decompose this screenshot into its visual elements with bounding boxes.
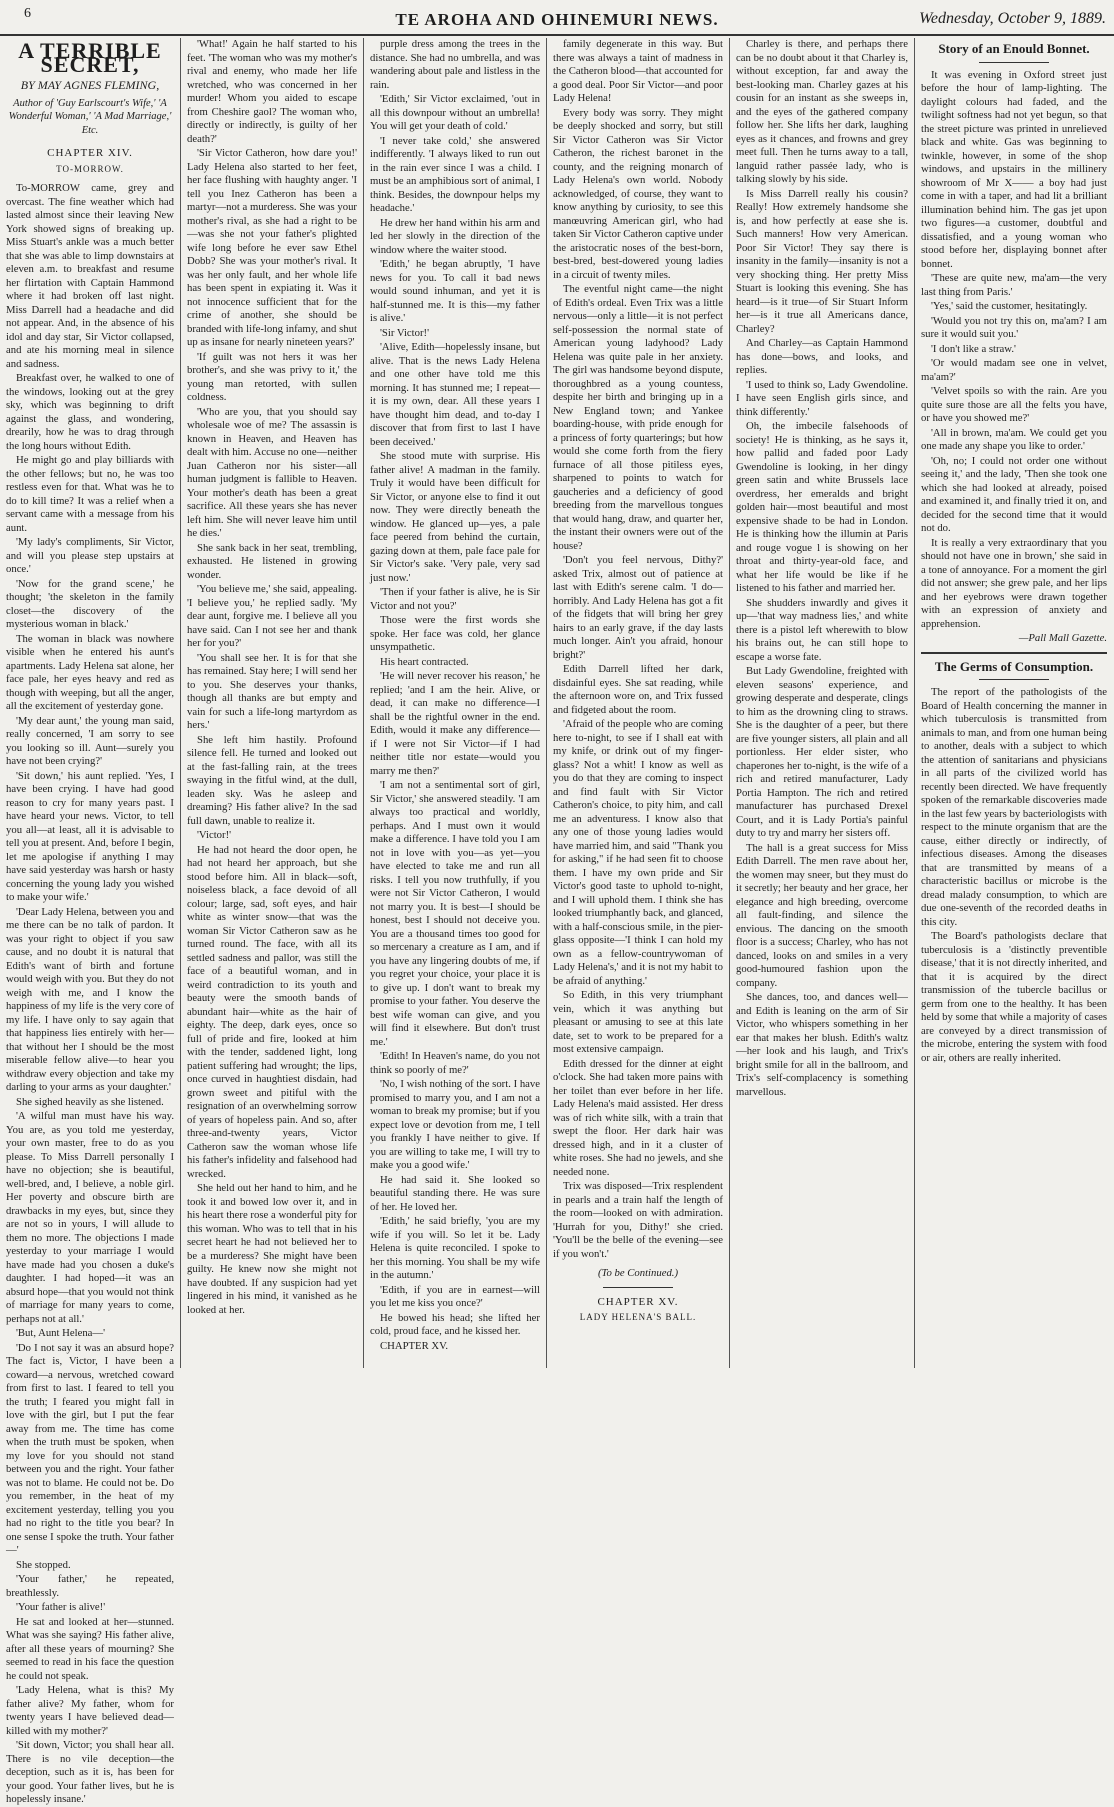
paragraph: 'Sit down,' his aunt replied. 'Yes, I have been crying. I have had good reason to cry for many years past. I have heard your news. Victor, to tell you all—at least, all it is advisable to tell you at present. And, before I begin, let me apologise if anything I may have said yesterday was harsh or hasty concerning the young lady you wished to make your wife.': [6, 769, 174, 903]
page-number: 6: [24, 6, 31, 21]
column-rule: [546, 38, 547, 1368]
column-6: [921, 38, 1107, 1368]
paragraph: 'Sit down, Victor; you shall hear all. There is no vile deception—the deception, such as it is, has been for your good. Your father lives, but he is hopelessly insane.': [6, 1739, 174, 1805]
paragraph: 'All in brown, ma'am. We could get you one made any shape you like to order.': [921, 426, 1107, 452]
paragraph: 'Edith! In Heaven's name, do you not think so poorly of me?': [370, 1050, 540, 1076]
paragraph: She stopped.: [16, 1558, 71, 1571]
column-1: [6, 38, 175, 1805]
paragraph: 'Oh, no; I could not order one without seeing it,' and the lady, 'Then she took one which she had looked at already, poised and examined it, and finally tried it on, and decided for the second time that it would not do.: [921, 454, 1107, 534]
bonnet-story-body: [921, 69, 1107, 632]
paragraph: 'Would you not try this on, ma'am? I am sure it would suit you.': [921, 314, 1107, 340]
paragraph: 'He will never recover his reason,' he replied; 'and I am the heir. Alive, or dead, it can make no difference—I shall be the rightful owner in the end. Edith, would it make any difference—if I were not Sir Victor—if I had neither title nor estate—would you marry me then?': [370, 670, 540, 777]
paragraph: He had said it. She looked so beautiful standing there. He was sure of her. He loved her.: [370, 1173, 540, 1213]
paragraph: He bowed his head; she lifted her cold, proud face, and he kissed her.: [370, 1311, 540, 1337]
paragraph: 'Then if your father is alive, he is Sir Victor and not you?': [370, 586, 540, 612]
column-2: [187, 38, 357, 1368]
paragraph: The Board's pathologists declare that tuberculosis is a 'distinctly preventible disease,' that it is not directly inherited, and that it is acquired by the direct transmission of the tubercle bacillus or germ from one to the healthy. It has been held by some that while a majority of cases are conveyed by a direct transmission of the microbe, entering the system with food or air, others are really inherited.: [921, 930, 1107, 1064]
paragraph: 'Edith,' he said briefly, 'you are my wife if you will. So let it be. Lady Helena is quite reconciled. I spoke to her this morning. You shall be my wife in the autumn.': [370, 1215, 540, 1281]
paragraph: 'Edith,' he began abruptly, 'I have news for you. To call it bad news would sound inhuman, and yet it is half-stunned me. It is this—my father is alive.': [370, 258, 540, 324]
paragraph: She stood mute with surprise. His father alive! A madman in the family. Truly it would have been difficult for Sir Victor, or anyone else to find it out now. They were directly beneath the window. He glanced up—yes, a pale face peered from behind the curtain, gazing down at them, pale face pale for Sir Victor's sake. 'Very pale, very sad just now.': [370, 450, 540, 584]
story-title: A TERRIBLE SECRET,: [18, 38, 162, 77]
paragraph: Every body was sorry. They might be deeply shocked and sorry, but still Sir Victor Catheron was Sir Victor Catheron, the richest baronet in the county, and the reigning monarch of Lady Helena's own world. Nobody acknowledged, of course, they want to know anything by curiosity, to see this manœuvring American girl, who had taken Sir Victor Catheron captive under the aristocratic noses of the best-born, best-bred, best-dowered young ladies in a circuit of twenty miles.: [553, 106, 723, 281]
paragraph: Edith Darrell lifted her dark, disdainful eyes. She sat reading, while the afternoon wore on, and Trix fussed and fidgeted about the room.: [553, 663, 723, 716]
paragraph: 'My lady's compliments, Sir Victor, and will you please step upstairs at once.': [6, 536, 174, 575]
paragraph: He drew her hand within his arm and led her slowly in the direction of the window where the waiter stood.: [370, 216, 540, 256]
paragraph: And Charley—as Captain Hammond has done—bows, and looks, and replies.: [736, 337, 908, 376]
paragraph: 'Dear Lady Helena, between you and me there can be no talk of pardon. It was your right to object if you saw cause, and no doubt it is natural that Edith's want of birth and fortune would weigh with you. But they do not weigh with me, and I know the happiness of my life is the very core of my life. I have only to say again that that happiness lies entirely with her—that without her I should be the most miserable fellow alive—to hear you withdraw every objection and take my darling to your arms as your daughter.': [6, 905, 175, 1093]
paragraph: Those were the first words she spoke. Her face was cold, her glance unsympathetic.: [370, 614, 540, 653]
story-credit: —Pall Mall Gazette.: [1018, 632, 1107, 644]
paragraph: 'Now for the grand scene,' he thought; 'the skeleton in the family closet—the discovery of the mysterious woman in black.': [6, 577, 174, 630]
paragraph: 'You believe me,' she said, appealing. 'I believe you,' he replied sadly. 'My dear aunt, forgive me. I believe all you have said. Can I not see her and thank her for you?': [187, 583, 357, 649]
paragraph: 'Your father,' he repeated, breathlessly.: [6, 1573, 174, 1599]
chapter-heading: CHAPTER XIV.: [47, 147, 133, 159]
paragraph: 'Who are you, that you should say wholesale woe of me? The assassin is known in Heaven, and Heaven has dealt with him. Accuse no one—neither Juan Catheron nor his sister—all human judgment is fallible to Heaven. Your mother's death has been a great sacrifice. All these years she has never left him. She will never leave him until he dies.': [187, 405, 357, 539]
paragraph: He had not heard the door open, he had not heard her approach, but she stood before him. All in black—soft, noiseless black, a face devoid of all colour; large, sad, soft eyes, and hair white as winter snow—that was the woman Sir Victor Catheron saw as he turned round. The face, with all its settled sadness and pallor, was still the face of a beautiful woman, and in weird contradiction to its youth and beauty were the smooth bands of abundant hair—white as the hair of eighty. The deep, dark eyes, once so full of pride and fire, looked at him with the tender, saddened light, long patient suffering had wrought; the lips, once curved in haughtiest disdain, had grown sweet and pitiful with the resignation of an overwhelming sorrow of years of hopeless pain. And so, after three-and-twenty years, Victor Catheron saw the woman whose life his father's infidelity and falsehood had wrecked.: [187, 843, 357, 1180]
paragraph: 'Edith, if you are in earnest—will you let me kiss you once?': [370, 1283, 540, 1309]
chapter-15-subheading: LADY HELENA'S BALL.: [579, 1312, 697, 1322]
paragraph: But Lady Gwendoline, freighted with eleven seasons' experience, and growing desperate and desperate, clings to him as the drowning cling to straws. She is the daughter of a peer, but there are five younger sisters, all plain and all portionless. Her elder sister, who chaperones her to-night, is the wife of a rich and retired manufacturer, Lady Portia Hampton. The rich and retired manufacturer has purchased Drexel Court, and it is Lady Portia's painful duty to try and marry her sisters off.: [736, 665, 908, 839]
paragraph: It is really a very extraordinary that you should not have one in brown,' she said in a tone of annoyance. For a moment the girl did not answer; she grew pale, and her lips and her eyebrows were drawn together with an expression of anxiety and apprehension.: [921, 536, 1107, 630]
paragraph: 'I don't like a straw.': [931, 342, 1016, 355]
paragraph: 'What!' Again he half started to his feet. 'The woman who was my mother's rival and enemy, who made her life wretched, who was concerned in her murder! Whom you aided to escape from Cheshire gaol? The woman who, directly or indirectly, is guilty of her death?': [187, 38, 357, 145]
paragraph: Is Miss Darrell really his cousin? Really! How extremely handsome she is, and how perfectly at ease she is. Such manners! How very American. Poor Sir Victor! They say there is insanity in the family—insanity is not a very shocking thing. Her pretty Miss Stuart is looking this evening. She has heard—is it true—of Sir Stuart Inform her—is it true all Americans dance, Charley?: [736, 187, 908, 335]
column-5-body: [736, 38, 908, 1099]
column-3: [370, 38, 540, 1368]
paragraph: She left him hastily. Profound silence fell. He turned and looked out at the fast-falling rain, at the trees swaying in the fitful wind, at the dull, leaden sky. Was he asleep and dreaming? His father alive? In the sad full dawn, unable to realize it.: [187, 733, 357, 827]
bonnet-story-title: Story of an Enould Bonnet.: [938, 41, 1090, 56]
paragraph: Breakfast over, he walked to one of the windows, looking out at the grey sky, which was beginning to drift against the glass, and wondering, drearily, how he was to drag through the long hours without Edith.: [6, 372, 174, 452]
paragraph: 'You shall see her. It is for that she has remained. Stay here; I will send her to you. She deserves your thanks, though all thanks are but empty and vain for such a life-long martyrdom as hers.': [187, 651, 357, 731]
paragraph: She held out her hand to him, and he took it and bowed low over it, and in his heart there rose a wonderful pity for this woman. Who was to tell that in his secret heart he had not believed her to be a murderess? She might have been guilty. He knew now she might not have doubted. If any suspicion had yet lingered in his mind, it vanished as he looked at her.: [187, 1182, 357, 1316]
paragraph: 'Alive, Edith—hopelessly insane, but alive. That is the news Lady Helena and one other have told me this morning. It has stunned me; I repeat—it is my own, dear. All these years I have thought him dead, and to-day I discover that from first to last I have been deceived.': [370, 341, 540, 448]
paragraph: 'Afraid of the people who are coming here to-night, to see if I shall eat with my knife, or drink out of my finger-glass? Not a whit! I know as well as you do that they are coming to inspect and find fault with Sir Victor Catheron's choice, to pity him, and call me an adventuress. I know also that any one of those young ladies would have married him, and said "Thank you for asking," if he had seen fit to choose them. I have my own pride and Sir Victor's good taste to uphold to-night, and I will uphold them. I think she has looked triumphantly back, and glanced, with a half-conscious smile, in the pier-glass opposite—'I think I can hold my own as a fellow-countrywoman of Lady Helena's,' and it is not my habit to be afraid of anything.': [553, 718, 723, 987]
paragraph: 'Lady Helena, what is this? My father alive? My father, whom for twenty years I have believed dead—killed with my mother?': [6, 1684, 174, 1737]
paragraph: 'These are quite new, ma'am—the very last thing from Paris.': [921, 272, 1107, 298]
paragraph: His heart contracted.: [380, 655, 469, 668]
paragraph: She dances, too, and dances well—and Edith is leaning on the arm of Sir Victor, who whispers something in her ear that makes her blush. Edith's waltz—her look and his laugh, and Trix's bright smile for all in the ballroom, and Trix's self-complacency is something marvellous.: [736, 991, 908, 1098]
paragraph: Oh, the imbecile falsehoods of society! He is thinking, as he says it, how pallid and faded poor Lady Gwendoline is looking, in her dingy green satin and white Brussels lace overdress, her emeralds and bright golden hair—most beautiful and most expensive shade to be had in London. He is thinking how the illumin at Paris and rouge vogue l is showing on her throat and thirty-year-old face, and what her life would be like if he listened to his father and married her.: [736, 420, 908, 594]
paragraph: 'Or would madam see one in velvet, ma'am?': [921, 357, 1107, 383]
paragraph: 'No, I wish nothing of the sort. I have promised to marry you, and I am not a woman to break my promise; but if you expect love or devotion from me, I tell you frankly I have neither to give. If you are willing to take me, I will try to make you a good wife.': [370, 1078, 540, 1171]
paragraph: He might go and play billiards with the other fellows; but no, he was too restless even for that. What was he to do to kill time? It was a relief when a servant came with a message from his aunt.: [6, 454, 174, 534]
paragraph: 'My dear aunt,' the young man said, really concerned, 'I am sorry to see you looking so ill. Aunt—surely you have not been crying?': [6, 714, 174, 767]
issue-date: Wednesday, October 9, 1889.: [919, 10, 1106, 27]
column-1-body: [6, 182, 174, 1807]
paragraph: 'I never take cold,' she answered indifferently. 'I always liked to run out in the rain ever since I was a child. I must be an amphibious sort of animal, I think. Besides, the downpour helps my headache.': [370, 134, 540, 214]
story-byline: BY MAY AGNES FLEMING,: [20, 78, 160, 92]
paragraph: Charley is there, and perhaps there can be no doubt about it that Charley is, without exception, far and away the best-looking man. Charley gazes at his cousin for an instant as she sweeps in, and the eyes of the gathered company follow her. She lifts her dark, laughing eyes as it chances, and frowns and grey meet full. Then he turns away to a tall, languid rather passée lady, who is talking slowly by his side.: [736, 38, 908, 185]
paragraph: 'Sir Victor!': [380, 326, 430, 339]
paragraph: She shudders inwardly and gives it up—'that way madness lies,' and white there is a pistol left wherewith to blow his brains out, he can still hope to escape a worse fate.: [736, 596, 908, 663]
paragraph: 'Your father is alive!': [16, 1601, 106, 1613]
chapter-subheading: TO-MORROW.: [56, 163, 124, 174]
section-divider: [921, 652, 1107, 654]
paragraph: The eventful night came—the night of Edith's ordeal. Even Trix was a little nervous—only a little—it is not perfect self-possession the normal state of American young ladyhood? Lady Helena was quite pale in her anxiety. The girl was handsome beyond dispute, thoroughbred as a young countess, despite her birth and bringing up in a New England town; and Yankee boarding-house, with pride enough for a princess of forty quarterings; but how would she come forth from the fiery furnace of all those pitiless eyes, sharpened to points to watch for gaucheries and a deficiency of good breeding from the marvellous tongues that would hang, draw, and quarter her, the instant their owners were out of the house?: [553, 283, 723, 552]
column-rule: [729, 38, 730, 1368]
paragraph: 'Do I not say it was an absurd hope? The fact is, Victor, I have been a coward—a nervous, wretched coward from first to last. I feared to tell you the truth; I feared you might fall in love with the girl, but I put the fear away from me. The time has come when the truth must be spoken, when my love for you should not stand between you and the right. Your father was not to blame. He could not be. Do you remember, in the heat of my excitement yesterday, telling you you had no right to the title you bear? In one sense I spoke the truth. Your father—': [6, 1341, 174, 1556]
column-4: [553, 38, 723, 1368]
paragraph: So Edith, in this very triumphant vein, which it was anything but pleasant or amusing to see at this late date, set to work to be prepared for a most extensive campaign.: [553, 989, 723, 1055]
author-note: Author of 'Guy Earlscourt's Wife,' 'A Wonderful Woman,' 'A Mad Marriage,' Etc.: [8, 97, 172, 136]
continued-notice: (To be Continued.): [597, 1267, 679, 1279]
paragraph: 'Yes,' said the customer, hesitatingly.: [931, 300, 1088, 312]
paragraph: He sat and looked at her—stunned. What was she saying? His father alive, after all these years of mourning? She seemed to read in his face the question he could not speak.: [6, 1615, 174, 1682]
paragraph: It was evening in Oxford street just before the hour of lamp-lighting. The daylight colours had faded, and the twilight softness had not yet begun, so that the street picture was printed in unrelieved black and white. Gas was beginning to twinkle, however, in some of the shop windows, and upstairs in the millinery showroom of Mr X—— a boy had just come in with a taper, and had lit a brilliant illumination behind him. The gas jet upon two figures—a customer, doubtful and dissatisfied, and a young woman who stood before her, displaying bonnet after bonnet.: [921, 68, 1107, 270]
column-rule: [363, 38, 364, 1368]
column-3-body: [370, 38, 540, 1353]
paragraph: family degenerate in this way. But there was always a taint of madness in the Catheron blood—that accounted for a good deal. Poor Sir Victor—and poor Lady Helena!: [553, 38, 723, 104]
chapter-15-heading: CHAPTER XV.: [597, 1295, 679, 1308]
divider: [979, 679, 1049, 680]
paragraph: 'Sir Victor Catheron, how dare you!' Lady Helena also started to her feet, her face flushing with haughty anger. 'I tell you Inez Catheron has been a martyr—not a murderess. She was your mother's rival, as she had a right to be—was she not your father's plighted wife long before he ever saw Ethel Dobb? She was your mother's rival. It was her only fault, and her whole life has been spent in expiating it. Was it not innocence sufficient that for the crime of another, she should be branded with life-long infamy, and shut up as insane for nearly nineteen years?': [187, 147, 357, 348]
paragraph: CHAPTER XV.: [380, 1339, 449, 1352]
divider: [603, 1287, 673, 1288]
column-4-body: [553, 38, 723, 1261]
paragraph: The woman in black was nowhere visible when he entered his aunt's apartments. Lady Helena sat alone, her face pale, her eyes heavy and red as though with weeping, but all the anger, all the excitement of yesterday gone.: [6, 632, 174, 712]
paragraph: To-MORROW came, grey and overcast. The fine weather which had lasted almost since their leaving New York showed signs of breaking up. Miss Stuart's ankle was a much better that she was able to limp downstairs at eleven a.m. to breakfast and resume her flirtation with Captain Hammond where it had broken off last night. Miss Darrell had a headache and did not appear. And, in the absence of his idol and day star, Sir Victor collapsed, and ate his morning meal in silence and sadness.: [6, 182, 174, 370]
paragraph: 'I used to think so, Lady Gwendoline. I have seen English girls since, and think differently.': [736, 378, 908, 418]
paragraph: Trix was disposed—Trix resplendent in pearls and a train half the length of the room—looked on with admiration. 'Hurrah for you, Dithy!' she cried. 'You'll be the belle of the evening—see if you won't.': [553, 1180, 723, 1260]
paragraph: 'Victor!': [197, 829, 232, 841]
paragraph: 'But, Aunt Helena—': [16, 1327, 106, 1339]
divider: [979, 62, 1049, 63]
paragraph: Edith dressed for the dinner at eight o'clock. She had taken more pains with her toilet than ever before in her life. Lady Helena's maid assisted. Her dress was of rich white silk, with a train that swept the floor. Her dark hair was dressed high, and in it a cluster of white roses. She had no jewels, and she needed none.: [553, 1057, 723, 1178]
column-5: [736, 38, 908, 1368]
paragraph: 'If guilt was not hers it was her brother's, and she was privy to it,' the young man retorted, with sullen coldness.: [187, 350, 357, 403]
paragraph: 'A wilful man must have his way. You are, as you told me yesterday, your own master, free to do as you please. To Miss Darrell personally I have no objection; she is beautiful, well-bred, and, I believe, a noble girl. Her poverty and obscure birth are drawbacks in my eyes, but, since they are not so in yours, I will allude to them no more. The objections I made yesterday to your marriage I would have made had you chosen a duke's daughter. I had hoped—it was an absurd hope—that you would not think of marriage for many years to come, perhaps not at all.': [6, 1110, 174, 1325]
paragraph: The report of the pathologists of the Board of Health concerning the manner in which tuberculosis is transmitted from animals to man, and from one human being to another, deals with a subject to which the attention of sanitarians and physicians in all parts of the civilized world has recently been directed. We have frequently spoken of the remarkable discoveries made in the last few years by bacteriologists with respect to the minute organism that are the cause, either directly or indirectly, of infectious diseases. Among the diseases that are transmitted by means of a characteristic bacillus or microbe is the dread malady consumption, to which are due one-seventh of the recorded deaths in this city.: [921, 686, 1107, 928]
paragraph: 'I am not a sentimental sort of girl, Sir Victor,' she answered steadily. 'I am always too practical and worldly, perhaps. And I must own it would make a difference. I have told you I am not in love with you—as yet—you have elected to take me and run all risks. I tell you now truthfully, if you were not Sir Victor Catheron, I would not marry you. It is best—I should be honest, best I should not deceive you. You are a thousand times too good for so mercenary a creature as I am, and if you have any lingering doubts of me, if you regret your choice, your place it is to give up. I don't want to break my promise to your father. You deserve the best wife woman can give, and you will find it elsewhere. But don't trust me.': [370, 779, 540, 1048]
column-rule: [914, 38, 915, 1368]
paragraph: She sank back in her seat, trembling, exhausted. He listened in growing wonder.: [187, 541, 357, 581]
paragraph: She sighed heavily as she listened.: [16, 1095, 164, 1108]
masthead: [0, 4, 1114, 36]
newspaper-title: TE AROHA AND OHINEMURI NEWS.: [395, 10, 719, 29]
paragraph: 'Edith,' Sir Victor exclaimed, 'out in all this downpour without an umbrella! You will get your death of cold.': [370, 93, 540, 132]
germs-article-body: [921, 686, 1107, 1065]
paragraph: 'Velvet spoils so with the rain. Are you quite sure those are all the felts you have, or have you showed me?': [921, 385, 1107, 424]
column-rule: [180, 38, 181, 1368]
germs-article-title: The Germs of Consumption.: [934, 658, 1094, 674]
paragraph: purple dress among the trees in the distance. She had no umbrella, and was wandering about pale and listless in the rain.: [370, 38, 540, 91]
column-2-body: [187, 38, 357, 1317]
paragraph: The hall is a great success for Miss Edith Darrell. The men rave about her, the women may sneer, but they must do it secretly; her beauty and her grace, her elegance and high breeding, overcome all fault-finding, and silence the envious. The dancing on the smooth floor is a success; Charley, who has not danced, looks on and smiles in a very good-humoured fashion upon the company.: [736, 841, 908, 989]
paragraph: 'Don't you feel nervous, Dithy?' asked Trix, almost out of patience at last with Edith's serene calm. 'I do—horribly. And Lady Helena has got a fit of the fidgets that will bring her grey hairs to an early grave, if the day lasts much longer. Ain't you afraid, honour bright?': [553, 554, 723, 661]
